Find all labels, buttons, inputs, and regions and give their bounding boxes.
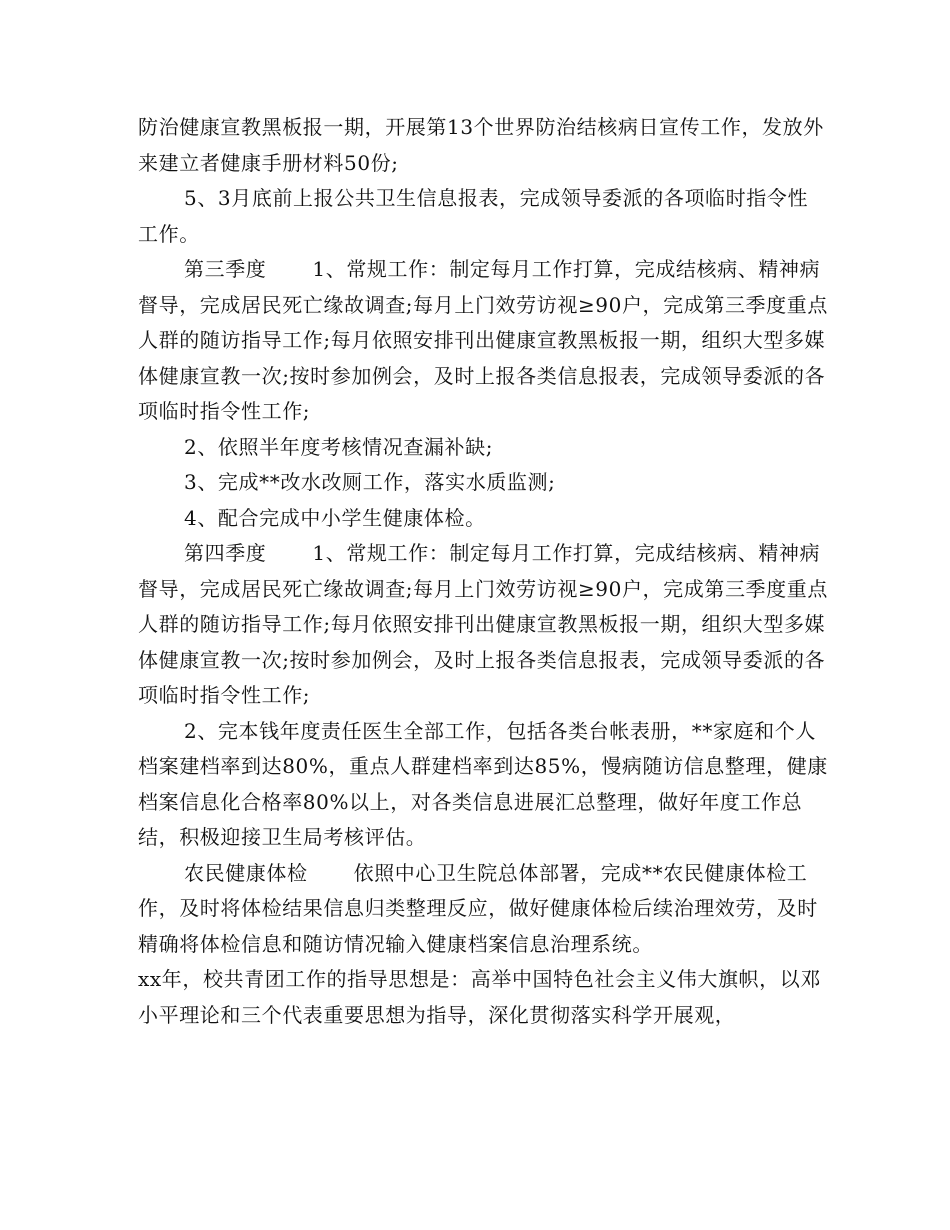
paragraph-4-text: 2、依照半年度考核情况查漏补缺; [184,434,494,459]
section-label-q3: 第三季度 [184,257,267,281]
section-label-health-check: 农民健康体检 [184,860,308,885]
document-page [138,110,828,1033]
paragraph-3-text: 1、常规工作：制定每月工作打算，完成结核病、精神病督导，完成居民死亡缘故调查;每月上门效劳访视≥90户，完成第三季度重点人群的随访指导工作;每月依照安排刊出健康宣教黑板报一期，组织大型多媒体健康宣教一次;按时参加例会，及时上报各类信息报表，完成领导委派的各项临时指令性工作; [138,257,828,423]
section-label-q4: 第四季度 [184,541,267,565]
paragraph-1-text: 防治健康宣教黑板报一期，开展第13个世界防治结核病日宣传工作，发放外来建立者健康手册材料50份; [138,115,824,175]
paragraph-8-text: 2、完本钱年度责任医生全部工作，包括各类台帐表册，**家庭和个人档案建档率到达80%，重点人群建档率到达85%，慢病随访信息整理，健康档案信息化合格率80%以上，对各类信息进展汇总整理，做好年度工作总结，积极迎接卫生局考核评估。 [138,718,828,849]
paragraph-10-text: xx年，校共青团工作的指导思想是：高举中国特色社会主义伟大旗帜，以邓小平理论和三个代表重要思想为指导，深化贯彻落实科学开展观， [138,967,821,1027]
paragraph-7-text: 1、常规工作：制定每月工作打算，完成结核病、精神病督导，完成居民死亡缘故调查;每月上门效劳访视≥90户，完成第三季度重点人群的随访指导工作;每月依照安排刊出健康宣教黑板报一期，组织大型多媒体健康宣教一次;按时参加例会，及时上报各类信息报表，完成领导委派的各项临时指令性工作; [138,541,828,707]
paragraph-1 [138,110,828,181]
paragraph-3 [138,252,828,430]
paragraph-6-text: 4、配合完成中小学生健康体检。 [184,505,486,530]
paragraph-5-text: 3、完成**改水改厕工作，落实水质监测; [184,470,556,494]
paragraph-9 [138,856,828,963]
paragraph-8 [138,714,828,856]
paragraph-7 [138,536,828,714]
paragraph-4 [138,430,828,466]
paragraph-5 [138,465,828,501]
paragraph-9-text: 依照中心卫生院总体部署，完成**农民健康体检工作，及时将体检结果信息归类整理反应，做好健康体检后续治理效劳，及时精确将体检信息和随访情况输入健康档案信息治理系统。 [138,860,818,956]
paragraph-10 [138,962,828,1033]
paragraph-6 [138,501,828,537]
paragraph-2-text: 5、3月底前上报公共卫生信息报表，完成领导委派的各项临时指令性工作。 [138,186,809,246]
paragraph-2 [138,181,828,252]
